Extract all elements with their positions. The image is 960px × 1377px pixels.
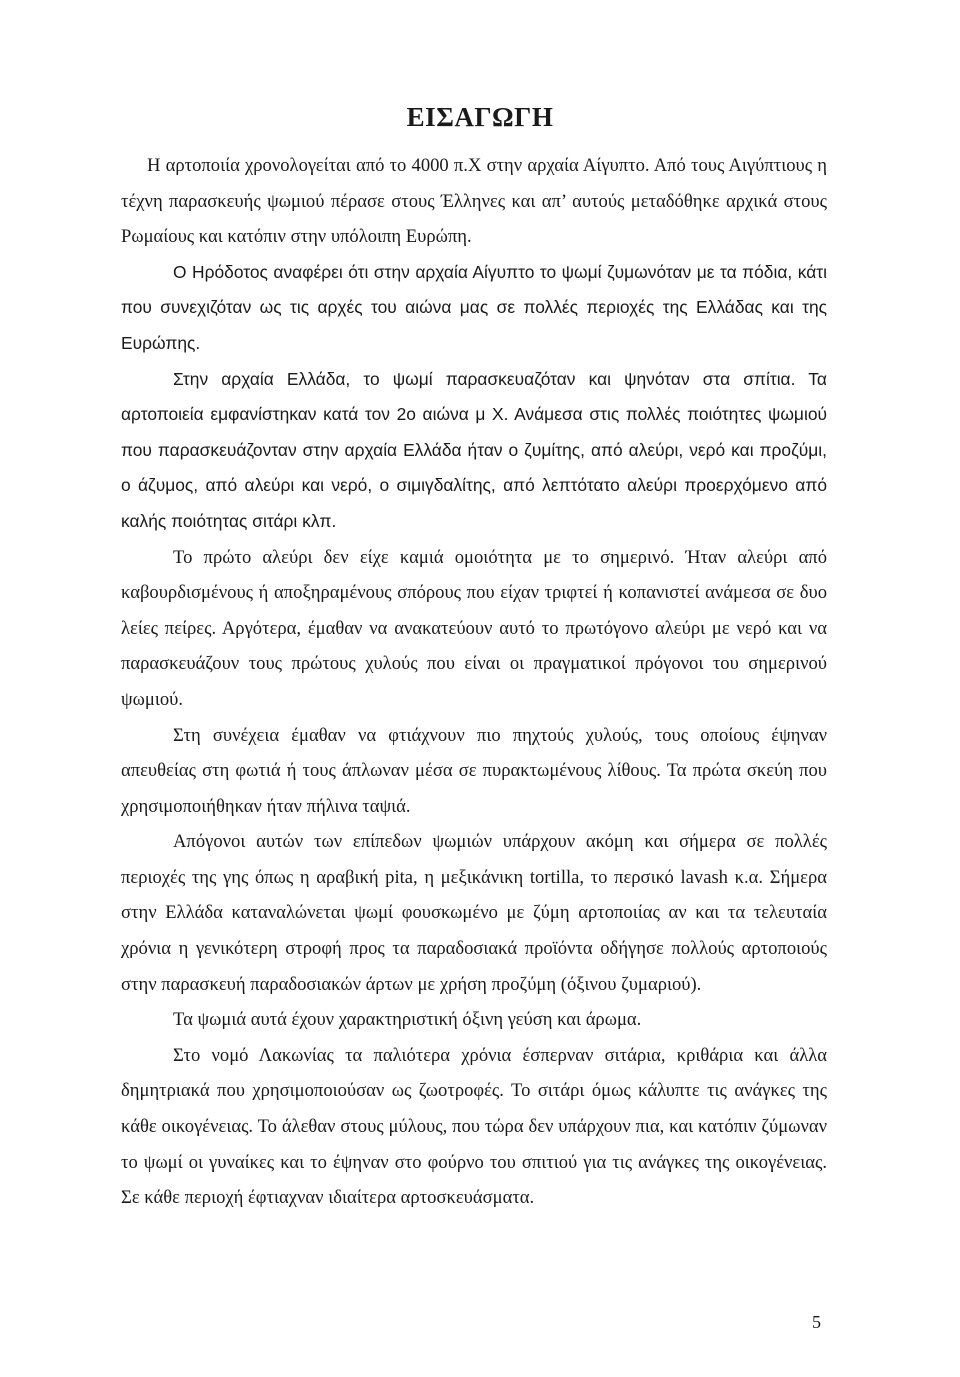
document-body [121, 148, 827, 1216]
paragraph-first-flour: Το πρώτο αλεύρι δεν είχε καμιά ομοιότητα με το σημερινό. Ήταν αλεύρι από καβουρδισμένους ή αποξηραμένους σπόρους που είχαν τριφτεί ή κοπανιστεί ανάμεσα σε δυο λείες πείρες. Αργότερα, έμαθαν να ανακατεύουν αυτό το πρωτόγονο αλεύρι με νερό και να παρασκευάζουν τους πρώτους χυλούς που είναι οι πραγματικοί πρόγονοι του σημερινού ψωμιού. [121, 546, 827, 710]
page-title: ΕΙΣΑΓΩΓΗ [406, 102, 554, 132]
paragraph-laconia: Στο νομό Λακωνίας τα παλιότερα χρόνια έσπερναν σιτάρια, κριθάρια και άλλα δημητριακά που χρησιμοποιούσαν ως ζωοτροφές. Το σιτάρι όμως κάλυπτε τις ανάγκες της κάθε οικογένειας. Το άλεθαν στους μύλους, που τώρα δεν υπάρχουν πια, και κατόπιν ζύμωναν το ψωμί οι γυναίκες και το έψηναν στο φούρνο του σπιτιού για τις ανάγκες της οικογένειας. Σε κάθε περιοχή έφτιαχναν ιδιαίτερα αρτοσκευάσματα. [121, 1044, 827, 1209]
page-number: 5 [812, 1312, 821, 1332]
paragraph-herodotus: Ο Ηρόδοτος αναφέρει ότι στην αρχαία Αίγυπτο το ψωμί ζυμωνόταν με τα πόδια, κάτι που συνεχιζόταν ως τις αρχές του αιώνα μας σε πολλές περιοχές της Ελλάδας και της Ευρώπης. [121, 261, 827, 353]
paragraph-sourdough-taste: Τα ψωμιά αυτά έχουν χαρακτηριστική όξινη γεύση και άρωμα. [173, 1009, 642, 1031]
paragraph-ancient-greece: Στην αρχαία Ελλάδα, το ψωμί παρασκευαζόταν και ψηνόταν στα σπίτια. Τα αρτοποιεία εμφανίστηκαν κατά τον 2ο αιώνα μ Χ. Ανάμεσα στις πολλές ποιότητες ψωμιού που παρασκευάζονταν στην αρχαία Ελλάδα ήταν ο ζυμίτης, από αλεύρι, νερό και προζύμι, ο άζυμος, από αλεύρι και νερό, ο σιμιγδαλίτης, από λεπτότατο αλεύρι προερχόμενο από καλής ποιότητας σιτάρι κλπ. [121, 368, 827, 531]
paragraph-flatbreads: Απόγονοι αυτών των επίπεδων ψωμιών υπάρχουν ακόμη και σήμερα σε πολλές περιοχές της γης όπως η αραβική pita, η μεξικάνικη tortilla, το περσικό lavash κ.α. Σήμερα στην Ελλάδα καταναλώνεται ψωμί φουσκωμένο με ζύμη αρτοποιίας αν και τα τελευταία χρόνια η γενικότερη στροφή προς τα παραδοσιακά προϊόντα οδήγησε πολλούς αρτοποιούς στην παρασκευή παραδοσιακών άρτων με χρήση προζύμη (όξινου ζυμαριού). [121, 831, 827, 995]
paragraph-intro: Η αρτοποιία χρονολογείται από το 4000 π.Χ στην αρχαία Αίγυπτο. Από τους Αιγύπτιους η τέχνη παρασκευής ψωμιού πέρασε στους Έλληνες και απ’ αυτούς μεταδόθηκε αρχικά στους Ρωμαίους και κατόπιν στην υπόλοιπη Ευρώπη. [121, 155, 827, 248]
paragraph-porridge: Στη συνέχεια έμαθαν να φτιάχνουν πιο πηχτούς χυλούς, τους οποίους έψηναν απευθείας στη φωτιά ή τους άπλωναν μέσα σε πυρακτωμένους λίθους. Τα πρώτα σκεύη που χρησιμοποιήθηκαν ήταν πήλινα ταψιά. [121, 724, 827, 817]
